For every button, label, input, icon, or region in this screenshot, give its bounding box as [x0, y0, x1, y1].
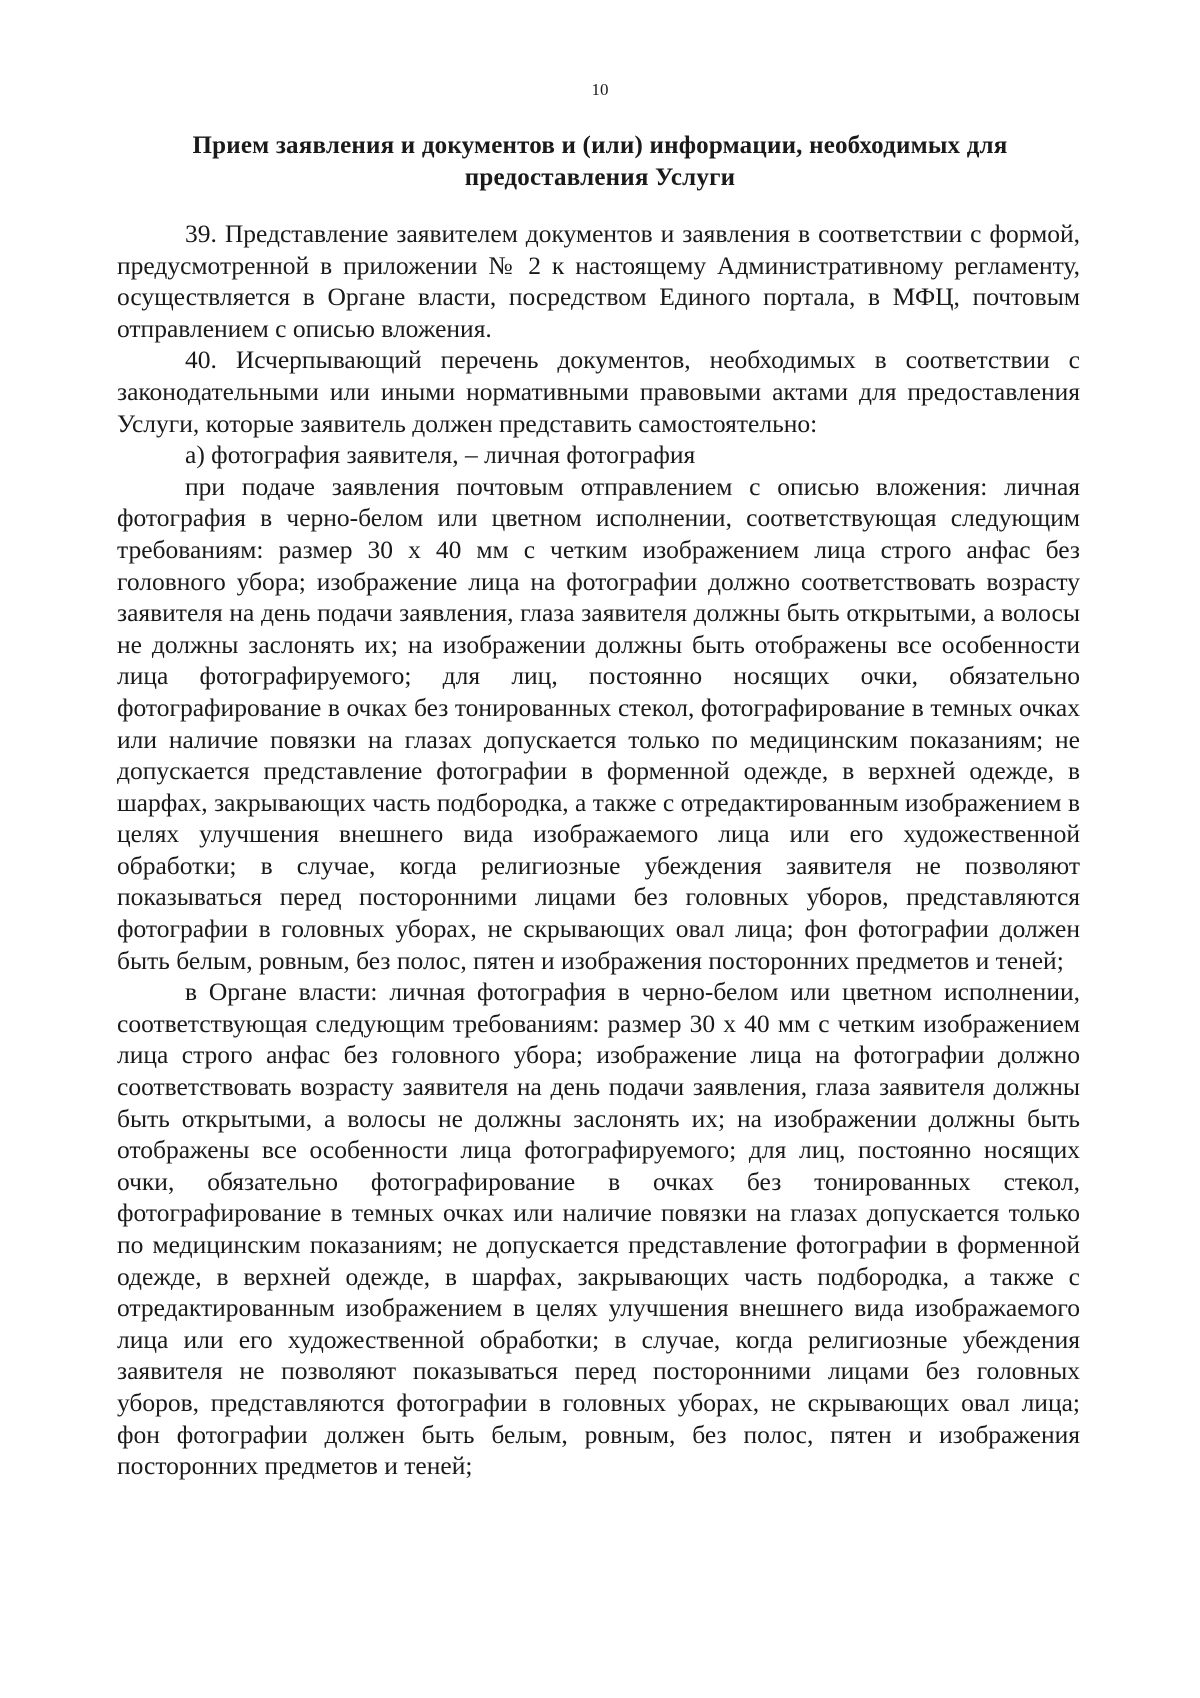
section-heading-line-2: предоставления Услуги [464, 164, 736, 191]
paragraph-40: 40. Исчерпывающий перечень документов, необходимых в соответствии с законодательными или иными нормативными правовыми актами для предоставления Услуги, которые заявитель должен представить самостоятельно: [117, 345, 1080, 438]
paragraph-authority-submission: в Органе власти: личная фотография в черно-белом или цветном исполнении, соответствующая следующим требованиям: размер 30 х 40 мм с четким изображением лица строго анфас без головного убора; изображение лица на фотографии должно соответствовать возрасту заявителя на день подачи заявления, глаза заявителя должны быть открытыми, а волосы не должны заслонять их; на изображении должны быть отображены все особенности лица фотографируемого; для лиц, постоянно носящих очки, обязательно фотографирование в очках без тонированных стекол, фотографирование в темных очках или наличие повязки на глазах допускается только по медицинским показаниям; не допускается представление фотографии в форменной одежде, в верхней одежде, в шарфах, закрывающих часть подбородка, а также с отредактированным изображением в целях улучшения внешнего вида изображаемого лица или его художественной обработки; в случае, когда религиозные убеждения заявителя не позволяют показываться перед посторонними лицами без головных уборов, представляются фотографии в головных уборах, не скрывающих овал лица; фон фотографии должен быть белым, ровным, без полос, пятен и изображения посторонних предметов и теней; [117, 977, 1080, 1481]
section-heading-line-1: Прием заявления и документов и (или) информации, необходимых для [192, 132, 1008, 159]
paragraph-item-a: а) фотография заявителя, – личная фотография [185, 440, 696, 470]
section-heading [130, 130, 1070, 194]
document-body [117, 218, 1080, 1482]
paragraph-postal-submission: при подаче заявления почтовым отправлением с описью вложения: личная фотография в черно-белом или цветном исполнении, соответствующая следующим требованиям: размер 30 х 40 мм с четким изображением лица строго анфас без головного убора; изображение лица на фотографии должно соответствовать возрасту заявителя на день подачи заявления, глаза заявителя должны быть открытыми, а волосы не должны заслонять их; на изображении должны быть отображены все особенности лица фотографируемого; для лиц, постоянно носящих очки, обязательно фотографирование в очках без тонированных стекол, фотографирование в темных очках или наличие повязки на глазах допускается только по медицинским показаниям; не допускается представление фотографии в форменной одежде, в верхней одежде, в шарфах, закрывающих часть подбородка, а также с отредактированным изображением в целях улучшения внешнего вида изображаемого лица или его художественной обработки; в случае, когда религиозные убеждения заявителя не позволяют показываться перед посторонними лицами без головных уборов, представляются фотографии в головных уборах, не скрывающих овал лица; фон фотографии должен быть белым, ровным, без полос, пятен и изображения посторонних предметов и теней; [117, 471, 1080, 975]
page-number: 10 [591, 80, 609, 99]
paragraph-39: 39. Представление заявителем документов и заявления в соответствии с формой, предусмотренной в приложении № 2 к настоящему Административному регламенту, осуществляется в Органе власти, посредством Единого портала, в МФЦ, почтовым отправлением с описью вложения. [117, 219, 1080, 343]
